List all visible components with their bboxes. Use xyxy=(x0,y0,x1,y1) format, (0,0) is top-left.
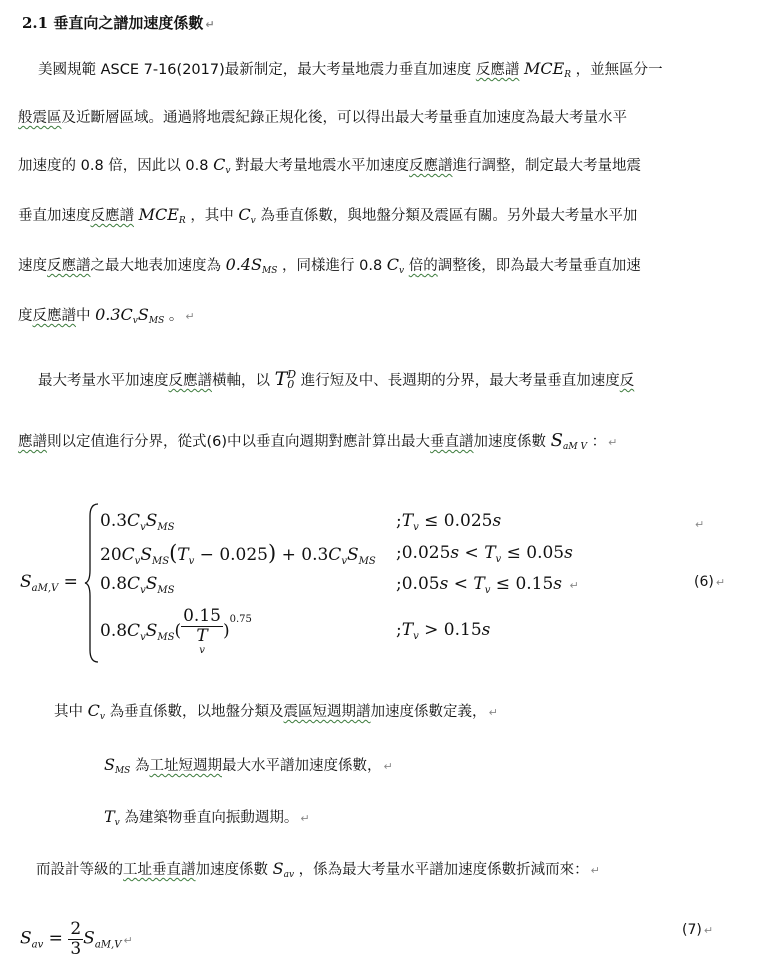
math-sav: $S_{av}$ xyxy=(272,859,295,880)
equation-7: $S_{av}$ = $\frac{2}{3}$ $S_{aM,V}$ ↵ xyxy=(20,919,133,959)
text: 速度 xyxy=(18,258,47,274)
text: 反應譜 xyxy=(409,158,453,174)
p3-line xyxy=(36,858,600,880)
math-cv: $C_v$ xyxy=(238,205,256,226)
text: 反應譜 xyxy=(168,373,212,389)
eq7-number: (7) ↵ xyxy=(682,922,714,938)
text: 為垂直係數，與地盤分類及震區有關。另外最大考量水平加 xyxy=(260,208,638,224)
paragraph-mark: ↵ xyxy=(590,864,600,877)
eq6-row-1-cond: $;T_v \le 0.025s$ xyxy=(396,511,502,533)
text: 震區短週期譜 xyxy=(283,704,371,720)
text: 加速度係數 xyxy=(473,434,547,450)
text: 反應譜 xyxy=(32,308,76,324)
text: 橫軸，以 xyxy=(212,373,270,389)
math-mce: $MCE_R$ xyxy=(138,205,186,226)
p1-line-4 xyxy=(18,204,637,226)
paragraph-mark: ↵ xyxy=(185,310,195,323)
math-tv: $T_v$ xyxy=(104,807,120,828)
paragraph-mark: ↵ xyxy=(608,436,618,449)
text: 垂直加速度 xyxy=(18,208,91,224)
math-sms: $S_{MS}$ xyxy=(104,755,131,776)
section-heading xyxy=(22,12,215,33)
text: 為 xyxy=(134,758,150,774)
paragraph-mark: ↵ xyxy=(695,518,705,531)
text: 為垂直係數，以地盤分類及 xyxy=(109,704,284,720)
eq6-lhs: $S_{aM,V}$ = xyxy=(20,572,78,594)
text: 美國規範 ASCE 7-16(2017)最新制定，最大考量地震力垂直加速度 xyxy=(38,62,472,78)
p2-line-1 xyxy=(38,368,634,390)
text: 則以定值進行分界，從式(6)中以垂直向週期對應計算出最大 xyxy=(47,434,431,450)
math-cv: $C_v$ xyxy=(386,255,405,276)
eq6-row-4-cond: $;T_v > 0.15s$ xyxy=(396,620,491,642)
math-cv: $C_v$ xyxy=(213,155,231,176)
eq6-row-4-expr: $0.8C_vS_{MS}$( 0.15 T v )$^{0.75}$ xyxy=(100,606,252,657)
math-t0d: T D 0 xyxy=(274,368,297,391)
text: 最大水平譜加速度係數， xyxy=(221,758,382,774)
text: 最大考量水平加速度 xyxy=(38,373,169,389)
math-03cvsms: $0.3C_vS_{MS}$ xyxy=(95,305,165,326)
eq6-row-3-cond: ;0.05s < $T_v \le 0.15s$ ↵ xyxy=(396,574,579,596)
text: 進行調整，制定最大考量地震 xyxy=(452,158,642,174)
paragraph-mark: ↵ xyxy=(488,706,498,719)
eq6-row-3-expr: $0.8C_vS_{MS}$ xyxy=(100,574,175,596)
math-cv: $C_v$ xyxy=(87,701,105,722)
def-sms xyxy=(104,754,393,776)
text: ，同樣進行 0.8 xyxy=(282,258,383,274)
paragraph-mark: ↵ xyxy=(300,812,310,825)
def-cv xyxy=(54,700,498,722)
text: 而設計等級的 xyxy=(36,862,123,878)
def-tv xyxy=(104,806,310,828)
text: 其中 xyxy=(54,704,83,720)
eq6-number: (6) ↵ xyxy=(694,574,726,590)
paragraph-mark: ↵ xyxy=(383,760,393,773)
heading-text: 2.1 垂直向之譜加速度係數 xyxy=(22,14,204,32)
p1-line-1 xyxy=(38,58,663,80)
p1-line-3 xyxy=(18,154,641,176)
text: ： xyxy=(591,434,607,450)
text: 。 xyxy=(168,308,184,324)
text: 工址短週期 xyxy=(149,758,222,774)
p2-line-2 xyxy=(18,430,617,452)
text: 之最大地表加速度為 xyxy=(90,258,221,274)
text: 度 xyxy=(18,308,33,324)
text: 反 xyxy=(619,373,635,389)
math-04sms: $0.4S_{MS}$ xyxy=(225,255,278,276)
p1-line-6 xyxy=(18,304,195,326)
paragraph-mark: ↵ xyxy=(205,18,215,31)
eq6-row-2-expr: $20C_vS_{MS}(T_v - 0.025) + 0.3C_vS_{MS}$ xyxy=(100,541,376,567)
text: 工址垂直譜 xyxy=(123,862,196,878)
text: 反應譜 xyxy=(47,258,91,274)
eq7-fraction: $\frac{2}{3}$ xyxy=(70,919,82,959)
text: 反應譜 xyxy=(90,208,134,224)
text: 倍的 xyxy=(408,258,438,274)
text: 加速度的 0.8 倍，因此以 0.8 xyxy=(18,158,209,174)
text: 垂直譜 xyxy=(430,434,474,450)
text: 應譜 xyxy=(18,434,47,450)
text: 及近斷層區域。通過將地震紀錄正規化後，可以得出最大考量垂直加速度為最大考量水平 xyxy=(61,110,627,126)
math-mce: $MCE_R$ xyxy=(523,59,572,80)
text: ，係為最大考量水平譜加速度係數折減而來： xyxy=(298,862,589,878)
text: 進行短及中、長週期的分界，最大考量垂直加速度 xyxy=(300,373,620,389)
text: 加速度係數定義， xyxy=(370,704,487,720)
text: ，並無區分一 xyxy=(575,62,663,78)
p1-line-2 xyxy=(18,106,627,127)
text: ，其中 xyxy=(190,208,234,224)
p1-line-5 xyxy=(18,254,641,276)
eq6-brace xyxy=(84,502,100,664)
text: 為建築物垂直向振動週期。 xyxy=(124,810,299,826)
text: 反應譜 xyxy=(475,62,520,78)
math-samv: $S_{aM V}$ xyxy=(550,430,587,452)
text: 調整後，即為最大考量垂直加速 xyxy=(437,258,641,274)
eq6-row-1-expr: $0.3C_vS_{MS}$ xyxy=(100,511,175,533)
eq6-row-2-cond: ;0.025s < $T_v \le 0.05s$ xyxy=(396,543,573,565)
text: 般震區 xyxy=(18,110,62,126)
text: 對最大考量地震水平加速度 xyxy=(235,158,410,174)
text: 加速度係數 xyxy=(195,862,268,878)
text: 中 xyxy=(76,308,91,324)
